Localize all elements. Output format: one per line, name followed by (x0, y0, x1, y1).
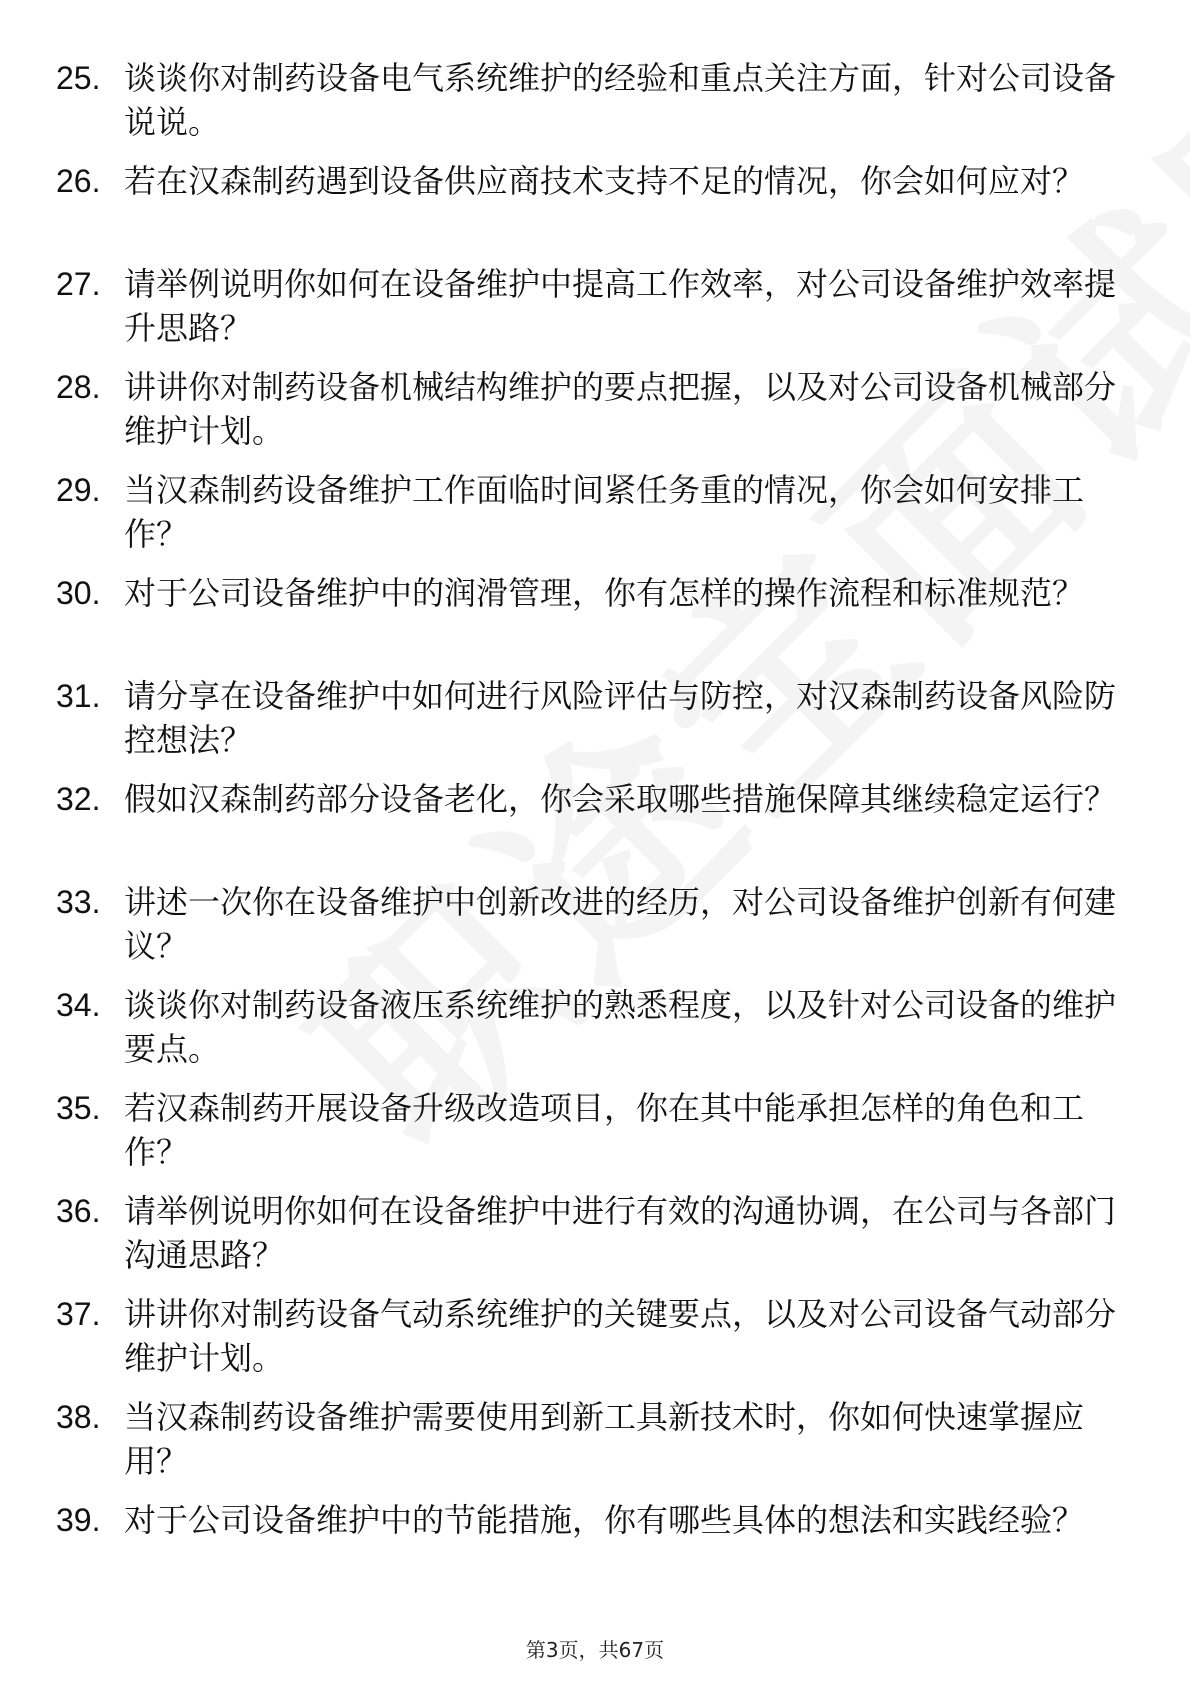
question-list (0, 48, 1190, 1593)
question-number: 31. (56, 678, 101, 714)
question-item (0, 1078, 1190, 1181)
question-number: 34. (56, 987, 101, 1023)
question-number: 32. (56, 781, 101, 817)
question-text: 讲讲你对制药设备机械结构维护的要点把握，以及对公司设备机械部分维护计划。 (124, 368, 1117, 450)
question-text: 请举例说明你如何在设备维护中提高工作效率，对公司设备维护效率提升思路？ (124, 265, 1117, 347)
question-text: 若汉森制药开展设备升级改造项目，你在其中能承担怎样的角色和工作？ (124, 1089, 1085, 1171)
question-text: 当汉森制药设备维护需要使用到新工具新技术时，你如何快速掌握应用？ (124, 1398, 1085, 1480)
question-number: 35. (56, 1090, 101, 1126)
question-item (0, 1284, 1190, 1387)
question-text: 请分享在设备维护中如何进行风险评估与防控，对汉森制药设备风险防控想法？ (124, 677, 1117, 759)
question-text: 对于公司设备维护中的润滑管理，你有怎样的操作流程和标准规范？ (124, 574, 1085, 612)
question-text: 谈谈你对制药设备电气系统维护的经验和重点关注方面，针对公司设备说说。 (124, 59, 1117, 141)
question-text: 假如汉森制药部分设备老化，你会采取哪些措施保障其继续稳定运行？ (124, 780, 1117, 818)
question-item (0, 151, 1190, 254)
question-number: 28. (56, 369, 101, 405)
question-text: 讲述一次你在设备维护中创新改进的经历，对公司设备维护创新有何建议？ (124, 883, 1117, 965)
question-text: 讲讲你对制药设备气动系统维护的关键要点，以及对公司设备气动部分维护计划。 (124, 1295, 1117, 1377)
question-number: 36. (56, 1193, 101, 1229)
question-number: 25. (56, 60, 101, 96)
question-item (0, 254, 1190, 357)
question-text: 对于公司设备维护中的节能措施，你有哪些具体的想法和实践经验？ (124, 1501, 1085, 1539)
page-number-footer: 第3页，共67页 (525, 1638, 665, 1662)
question-text: 谈谈你对制药设备液压系统维护的熟悉程度，以及针对公司设备的维护要点。 (124, 986, 1117, 1068)
question-item (0, 48, 1190, 151)
question-text: 请举例说明你如何在设备维护中进行有效的沟通协调，在公司与各部门沟通思路？ (124, 1192, 1117, 1274)
question-text: 若在汉森制药遇到设备供应商技术支持不足的情况，你会如何应对？ (124, 162, 1085, 200)
question-number: 30. (56, 575, 101, 611)
question-item (0, 872, 1190, 975)
question-number: 39. (56, 1502, 101, 1538)
question-number: 38. (56, 1399, 101, 1435)
question-item (0, 1387, 1190, 1490)
question-number: 26. (56, 163, 101, 199)
question-item (0, 460, 1190, 563)
question-item (0, 769, 1190, 872)
question-item (0, 357, 1190, 460)
question-number: 29. (56, 472, 101, 508)
question-number: 27. (56, 266, 101, 302)
question-item (0, 1181, 1190, 1284)
question-item (0, 563, 1190, 666)
question-item (0, 975, 1190, 1078)
question-number: 33. (56, 884, 101, 920)
question-item (0, 666, 1190, 769)
question-item (0, 1490, 1190, 1593)
question-text: 当汉森制药设备维护工作面临时间紧任务重的情况，你会如何安排工作？ (124, 471, 1085, 553)
question-number: 37. (56, 1296, 101, 1332)
